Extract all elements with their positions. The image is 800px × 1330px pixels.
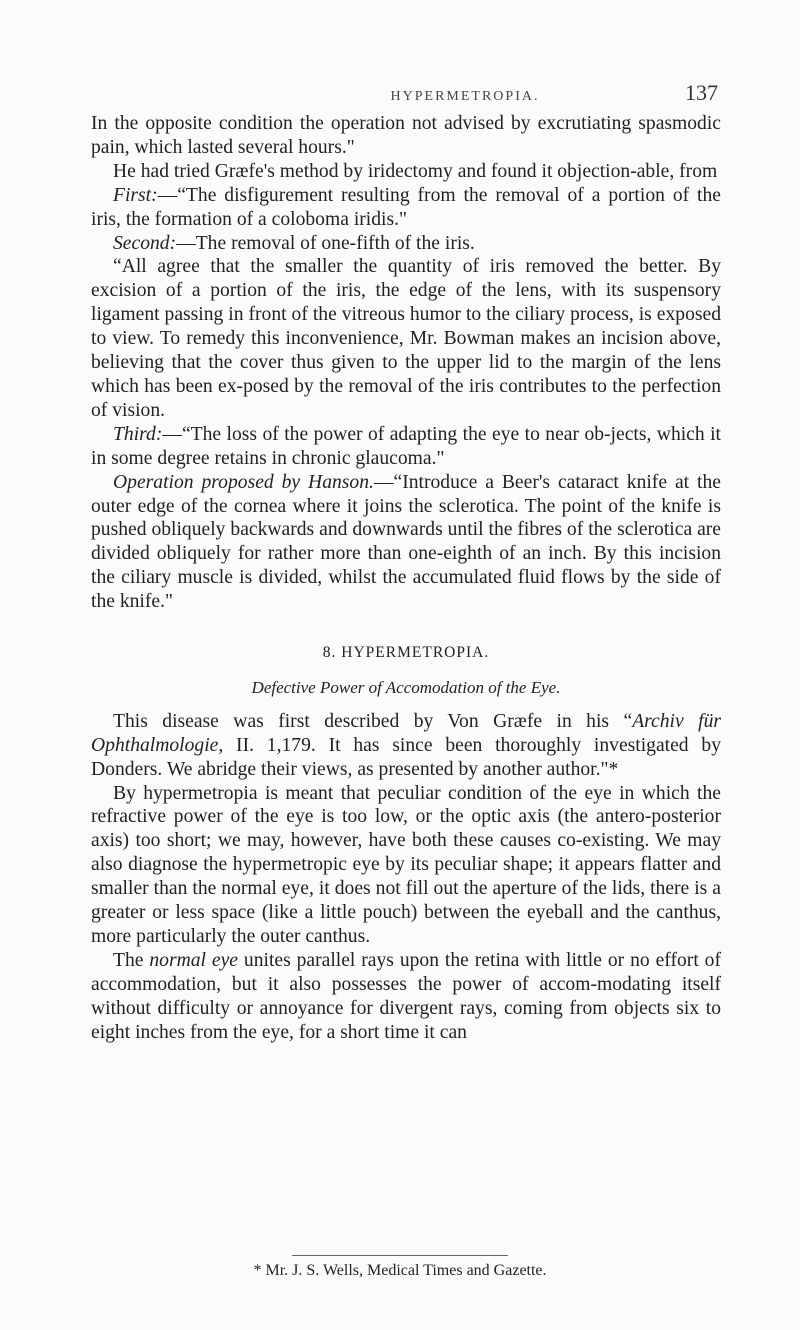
paragraph-text: —“Introduce a Beer's cataract knife at the outer edge of the cornea where it joins the sclerotica. The point of the knife is pushed obliquely backwards and downwards until the fibres of the sclerotica are divided obliquely for rather more than one-eighth of an inch. By this incision the ciliary muscle is divided, whilst the accumulated fluid flows by the side of the knife." [91, 471, 721, 613]
emphasis: normal eye [149, 949, 238, 971]
paragraph [91, 471, 721, 614]
footnote-rule [292, 1255, 508, 1256]
paragraph-text: —“The loss of the power of adapting the eye to near ob-jects, which it in some degree retains in chronic glaucoma." [91, 423, 721, 469]
paragraph [91, 423, 721, 471]
paragraph [91, 184, 721, 232]
section-subtitle: Defective Power of Accomodation of the Eye. [251, 677, 561, 697]
paragraph-text: The [113, 949, 150, 971]
footnote: * Mr. J. S. Wells, Medical Times and Gazette. [253, 1262, 547, 1279]
paragraph-text: This disease was first described by Von Græfe in his “ [113, 710, 633, 732]
paragraph-label: Second: [113, 232, 177, 254]
paragraph [91, 232, 721, 256]
paragraph-label: First: [113, 184, 158, 206]
paragraph: “All agree that the smaller the quantity of iris removed the better. By excision of a portion of the iris, the edge of the lens, with its suspensory ligament passing in front of the vitreous humor to the ciliary process, is exposed to view. To remedy this inconvenience, Mr. Bowman makes an incision above, believing that the cover thus given to the upper lid to the margin of the lens which has been ex-posed by the removal of the iris contributes to the perfection of vision. [91, 256, 721, 421]
paragraph [91, 710, 721, 782]
journal-title: Archiv für Ophthalmologie [91, 710, 721, 756]
paragraph-text: unites parallel rays upon the retina with little or no effort of accommodation, but it also possesses the power of accom-modating itself without difficulty or annoyance for divergent rays, coming from objects six to eight inches from the eye, for a short time it can [91, 949, 721, 1043]
paragraph-label: Operation proposed by Hanson. [113, 471, 374, 493]
paragraph-text: —“The disfigurement resulting from the removal of a portion of the iris, the formation of a coloboma iridis." [91, 184, 721, 230]
paragraph: He had tried Græfe's method by iridectomy and found it objection-able, from [113, 160, 718, 182]
paragraph: In the opposite condition the operation not advised by excrutiating spasmodic pain, which lasted several hours." [91, 113, 721, 158]
running-head: HYPERMETROPIA. [390, 89, 540, 104]
paragraph: By hypermetropia is meant that peculiar condition of the eye in which the refractive power of the eye is too low, or the optic axis (the antero-posterior axis) too short; we may, however, have both these causes co-existing. We may also diagnose the hypermetropic eye by its peculiar shape; it appears flatter and smaller than the normal eye, it does not fill out the aperture of the lids, there is a greater or less space (like a little pouch) between the eyeball and the canthus, more particularly the outer canthus. [91, 782, 721, 947]
paragraph-text: —The removal of one-fifth of the iris. [176, 232, 475, 254]
section-heading: 8. HYPERMETROPIA. [322, 644, 490, 662]
page-number: 137 [685, 80, 718, 105]
paragraph-text: , II. 1,179. It has since been thoroughly investigated by Donders. We abridge their views, as presented by another author."* [91, 734, 721, 780]
paragraph [91, 949, 721, 1045]
paragraph-label: Third: [113, 423, 163, 445]
page-body [91, 112, 721, 1045]
